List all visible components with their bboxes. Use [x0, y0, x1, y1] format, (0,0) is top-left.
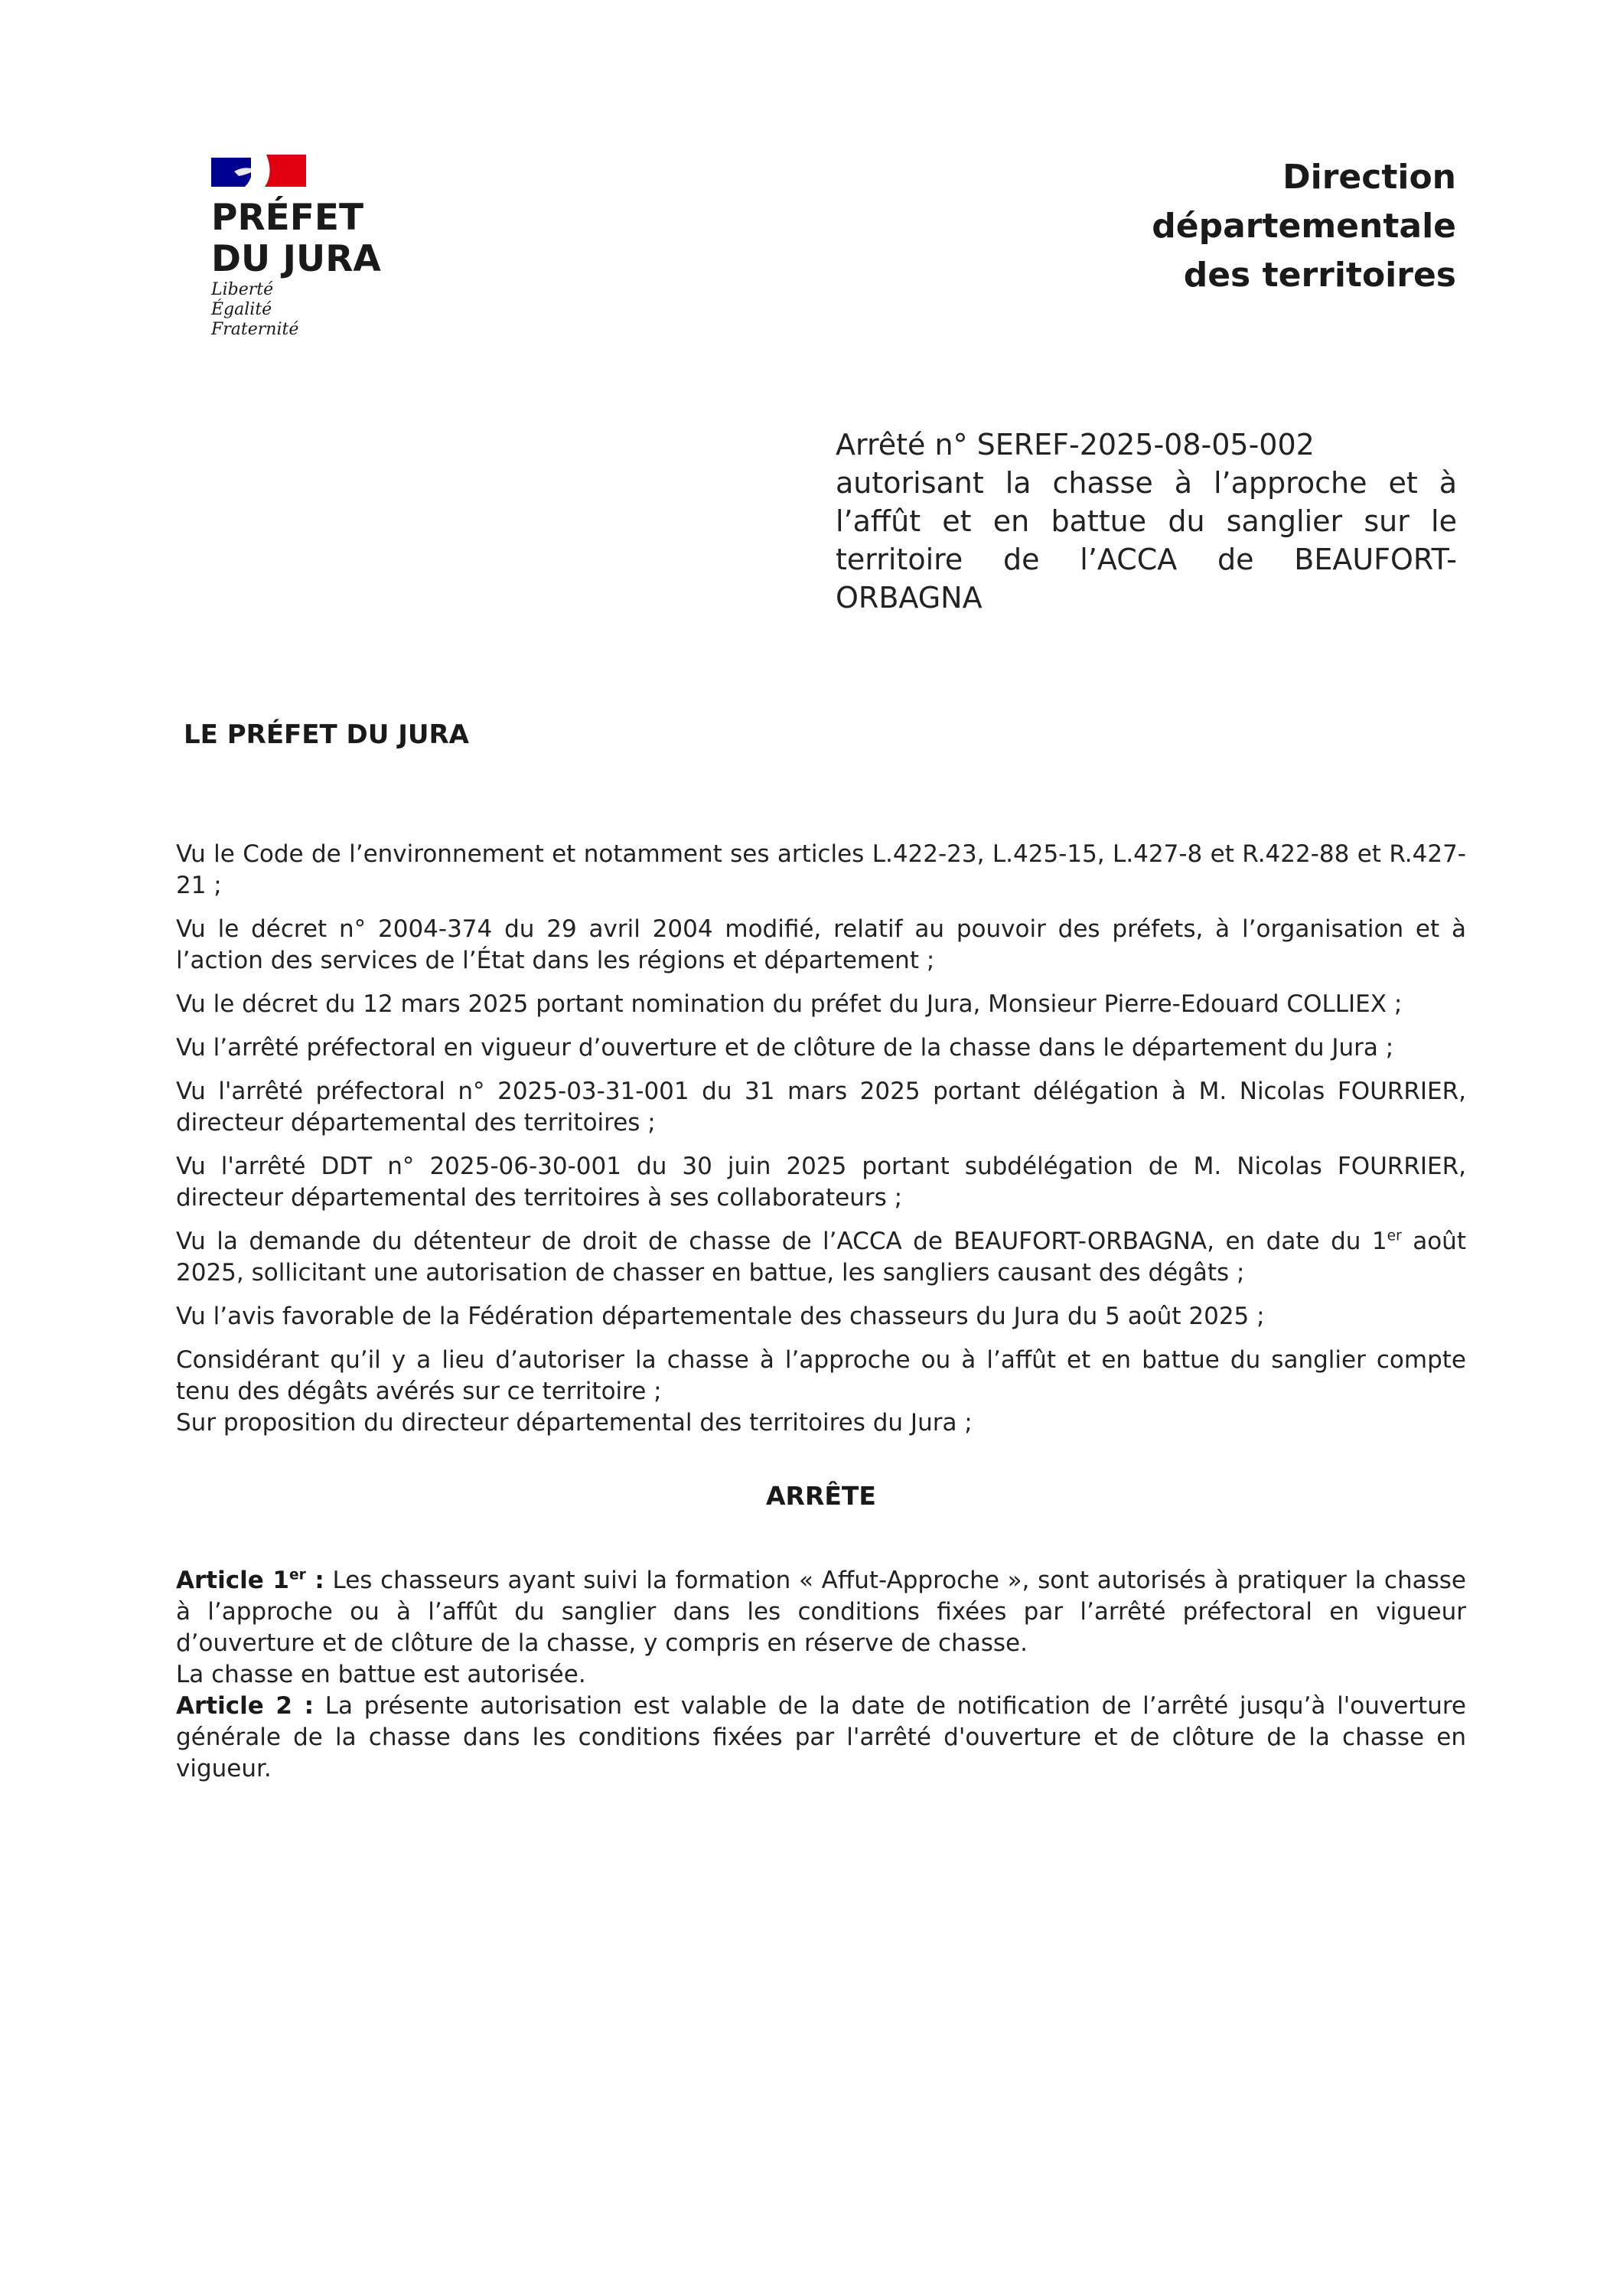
- document-body: [176, 839, 1466, 1785]
- republic-motto: [211, 280, 298, 340]
- article-2-text: La présente autorisation est valable de la date de notification de l’arrêté jusqu’à l'ouverture générale de la chasse dans les conditions fixées par l'arrêté d'ouverture et de clôture de la chasse en vigueur.: [176, 1692, 1466, 1782]
- article-2-label: Article 2 :: [176, 1692, 314, 1720]
- authority-heading: LE PRÉFET DU JURA: [184, 719, 469, 750]
- logo-line-2: DU JURA: [211, 238, 381, 280]
- visa-demande-text-end: août 2025, sollicitant une autorisation de chasser en battue, les sangliers causant des dégâts ;: [176, 1228, 1466, 1287]
- prefet-logo-text: [211, 197, 381, 280]
- visa-decret-2004: Vu le décret n° 2004-374 du 29 avril 2004 modifié, relatif au pouvoir des préfets, à l’organisation et à l’action des services de l’État dans les régions et département ;: [176, 915, 1466, 974]
- motto-egalite: Égalité: [211, 300, 272, 319]
- visa-arrete-subdelegation: Vu l'arrêté DDT n° 2025-06-30-001 du 30 juin 2025 portant subdélégation de M. Nicolas FOURRIER, directeur départemental des territoires à ses collaborateurs ;: [176, 1153, 1466, 1212]
- marianne-flag-icon: [211, 155, 306, 188]
- direction-line-3: des territoires: [1183, 256, 1456, 295]
- visa-arrete-ouverture: Vu l’arrêté préfectoral en vigueur d’ouverture et de clôture de la chasse dans le département du Jura ;: [176, 1034, 1394, 1062]
- motto-fraternite: Fraternité: [211, 320, 299, 339]
- article-1: [176, 1565, 1466, 1659]
- issuing-direction: [1152, 153, 1456, 300]
- visa-avis-federation: Vu l’avis favorable de la Fédération départementale des chasseurs du Jura du 5 août 2025 ;: [176, 1303, 1265, 1330]
- marianne-logo: [211, 155, 306, 188]
- article-1-label-sup: er: [288, 1567, 306, 1583]
- visa-demande-text: Vu la demande du détenteur de droit de chasse de l’ACCA de BEAUFORT-ORBAGNA, en date du 1: [176, 1228, 1387, 1255]
- arrete-subject: autorisant la chasse à l’approche et à l’affût et en battue du sanglier sur le territoire de l’ACCA de BEAUFORT-ORBAGNA: [836, 466, 1457, 615]
- proposition: Sur proposition du directeur départemental des territoires du Jura ;: [176, 1409, 973, 1437]
- article-1-label: [176, 1567, 324, 1594]
- considerant: Considérant qu’il y a lieu d’autoriser la chasse à l’approche ou à l’affût et en battue du sanglier compte tenu des dégâts avérés sur ce territoire ;: [176, 1346, 1466, 1405]
- arrete-number: Arrêté n° SEREF-2025-08-05-002: [836, 428, 1315, 461]
- visas-section: [176, 839, 1466, 1332]
- visa-demande: [176, 1226, 1466, 1289]
- article-1-label-colon: :: [305, 1567, 324, 1594]
- article-1-text: Les chasseurs ayant suivi la formation « Affut-Approche », sont autorisés à pratiquer la chasse à l’approche ou à l’affût du sanglier dans les conditions fixées par l’arrêté préfectoral en vigueur d’ouverture et de clôture de la chasse, y compris en réserve de chasse.: [176, 1567, 1466, 1657]
- article-1-battue: La chasse en battue est autorisée.: [176, 1661, 586, 1688]
- decision-heading: ARRÊTE: [766, 1481, 876, 1511]
- visa-decret-nomination: Vu le décret du 12 mars 2025 portant nomination du préfet du Jura, Monsieur Pierre-Edouard COLLIEX ;: [176, 990, 1403, 1018]
- direction-line-1: Direction: [1282, 158, 1456, 197]
- motto-liberte: Liberté: [211, 280, 274, 299]
- visa-code-environnement: Vu le Code de l’environnement et notamment ses articles L.422-23, L.425-15, L.427-8 et R.422-88 et R.427-21 ;: [176, 840, 1466, 899]
- arrete-title: [836, 426, 1457, 617]
- direction-line-2: départementale: [1152, 207, 1456, 246]
- article-2: [176, 1691, 1466, 1785]
- visa-demande-sup: er: [1387, 1228, 1402, 1244]
- visa-arrete-delegation: Vu l'arrêté préfectoral n° 2025-03-31-001 du 31 mars 2025 portant délégation à M. Nicolas FOURRIER, directeur départemental des territoires ;: [176, 1078, 1466, 1137]
- logo-line-1: PRÉFET: [211, 197, 364, 239]
- article-1-label-text: Article 1: [176, 1567, 289, 1594]
